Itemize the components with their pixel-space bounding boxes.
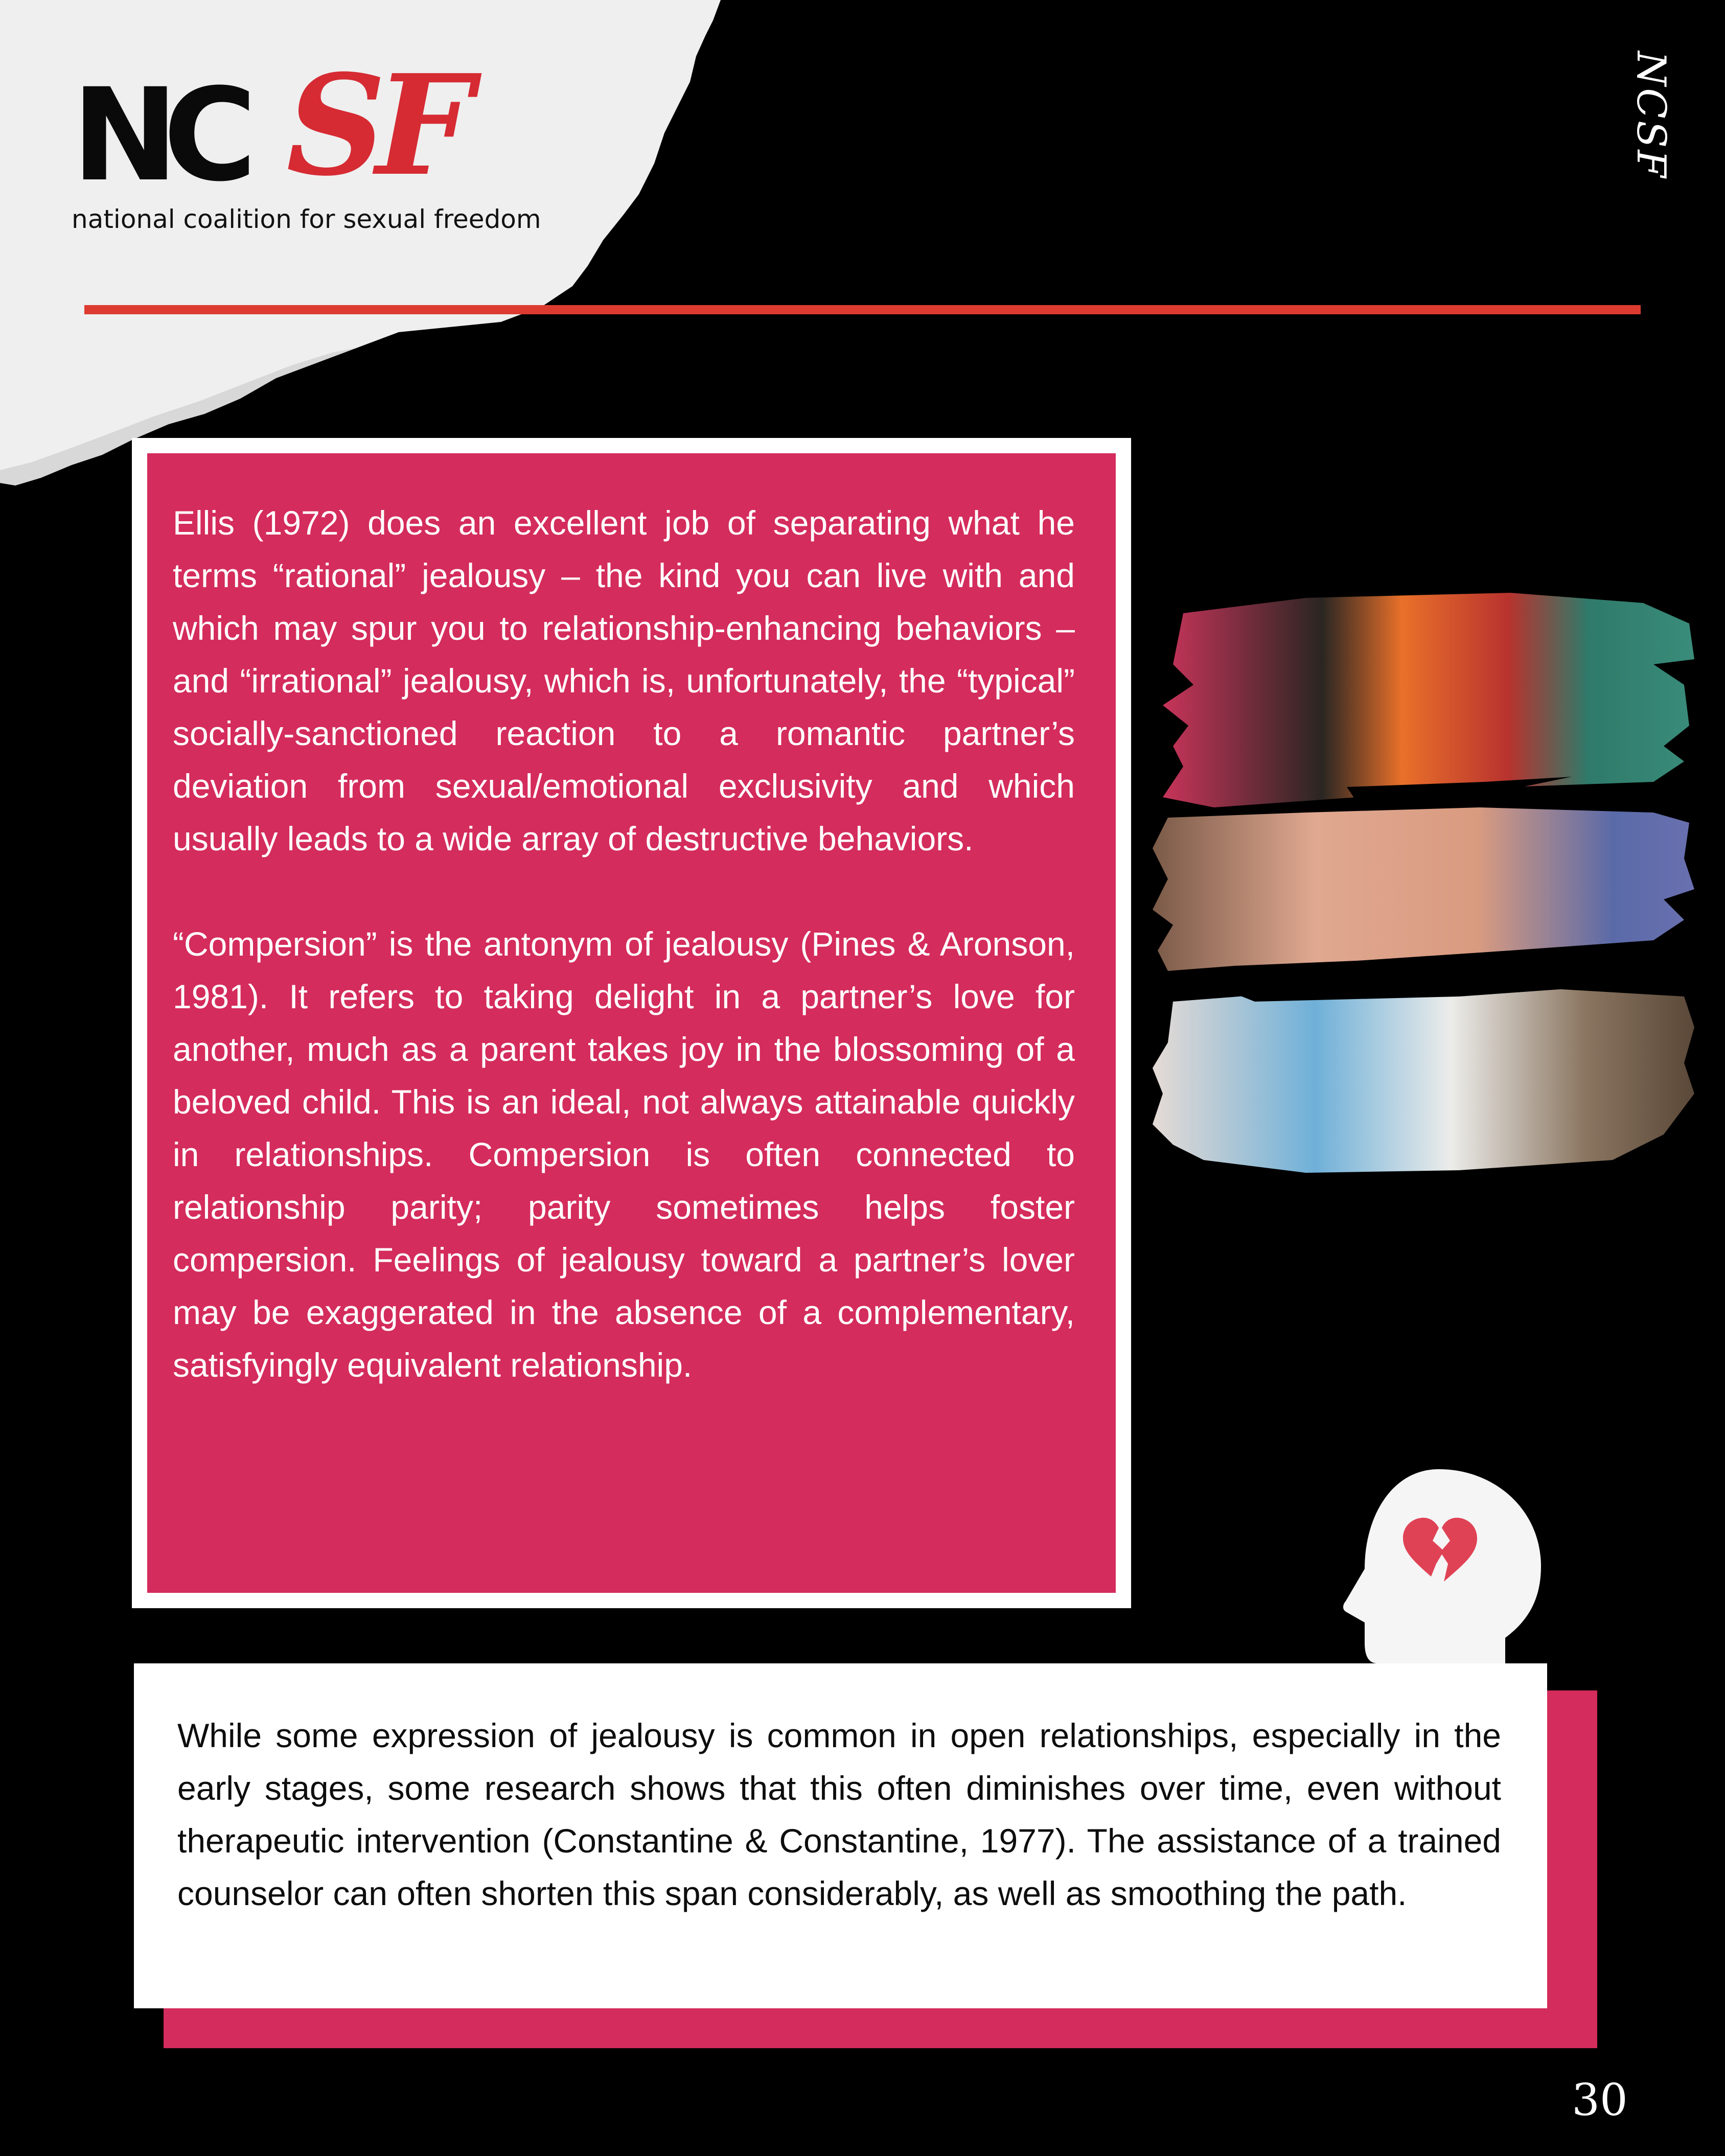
side-label: NCSF [1628, 51, 1674, 180]
logo-letters: NC [72, 61, 242, 210]
logo-tagline: national coalition for sexual freedom [72, 204, 541, 234]
header-divider [84, 305, 1641, 314]
ncsf-logo [72, 44, 542, 240]
logo-accent: SF [286, 44, 464, 206]
paragraph-compersion: “Compersion” is the antonym of jealousy (Pines & Aronson, 1981). It refers to taking delight in a partner’s love for another, much as a parent takes joy in the blossoming of a beloved child. This is an ideal, not always attainable quickly in relationships. Compersion is often connected to relationship parity; parity sometimes helps foster compersion. Feelings of jealousy toward a partner’s lover may be exaggerated in the absence of a complementary, satisfyingly equivalent relationship. [173, 925, 1075, 1384]
main-text-box [147, 453, 1116, 1593]
paragraph-rational-jealousy: Ellis (1972) does an excellent job of separating what he terms “rational” jealousy – the kind you can live with and which may spur you to relationship-enhancing behaviors – and “irrational” jealousy, which is, unfortunately, the “typical” socially-sanctioned reaction to a romantic partner’s deviation from sexual/emotional exclusivity and which usually leads to a wide array of destructive behaviors. [173, 504, 1075, 857]
main-text-frame [132, 438, 1131, 1608]
callout-box [134, 1663, 1547, 2008]
callout-text: While some expression of jealousy is common in open relationships, especially in the early stages, some research shows that this often diminishes over time, even without therapeutic intervention (Constantine & Constantine, 1977). The assistance of a trained counselor can often shorten this span considerably, as well as smoothing the path. [177, 1717, 1501, 1912]
page-number: 30 [1572, 2075, 1628, 2126]
stacked-hands-photo [1153, 593, 1699, 1175]
